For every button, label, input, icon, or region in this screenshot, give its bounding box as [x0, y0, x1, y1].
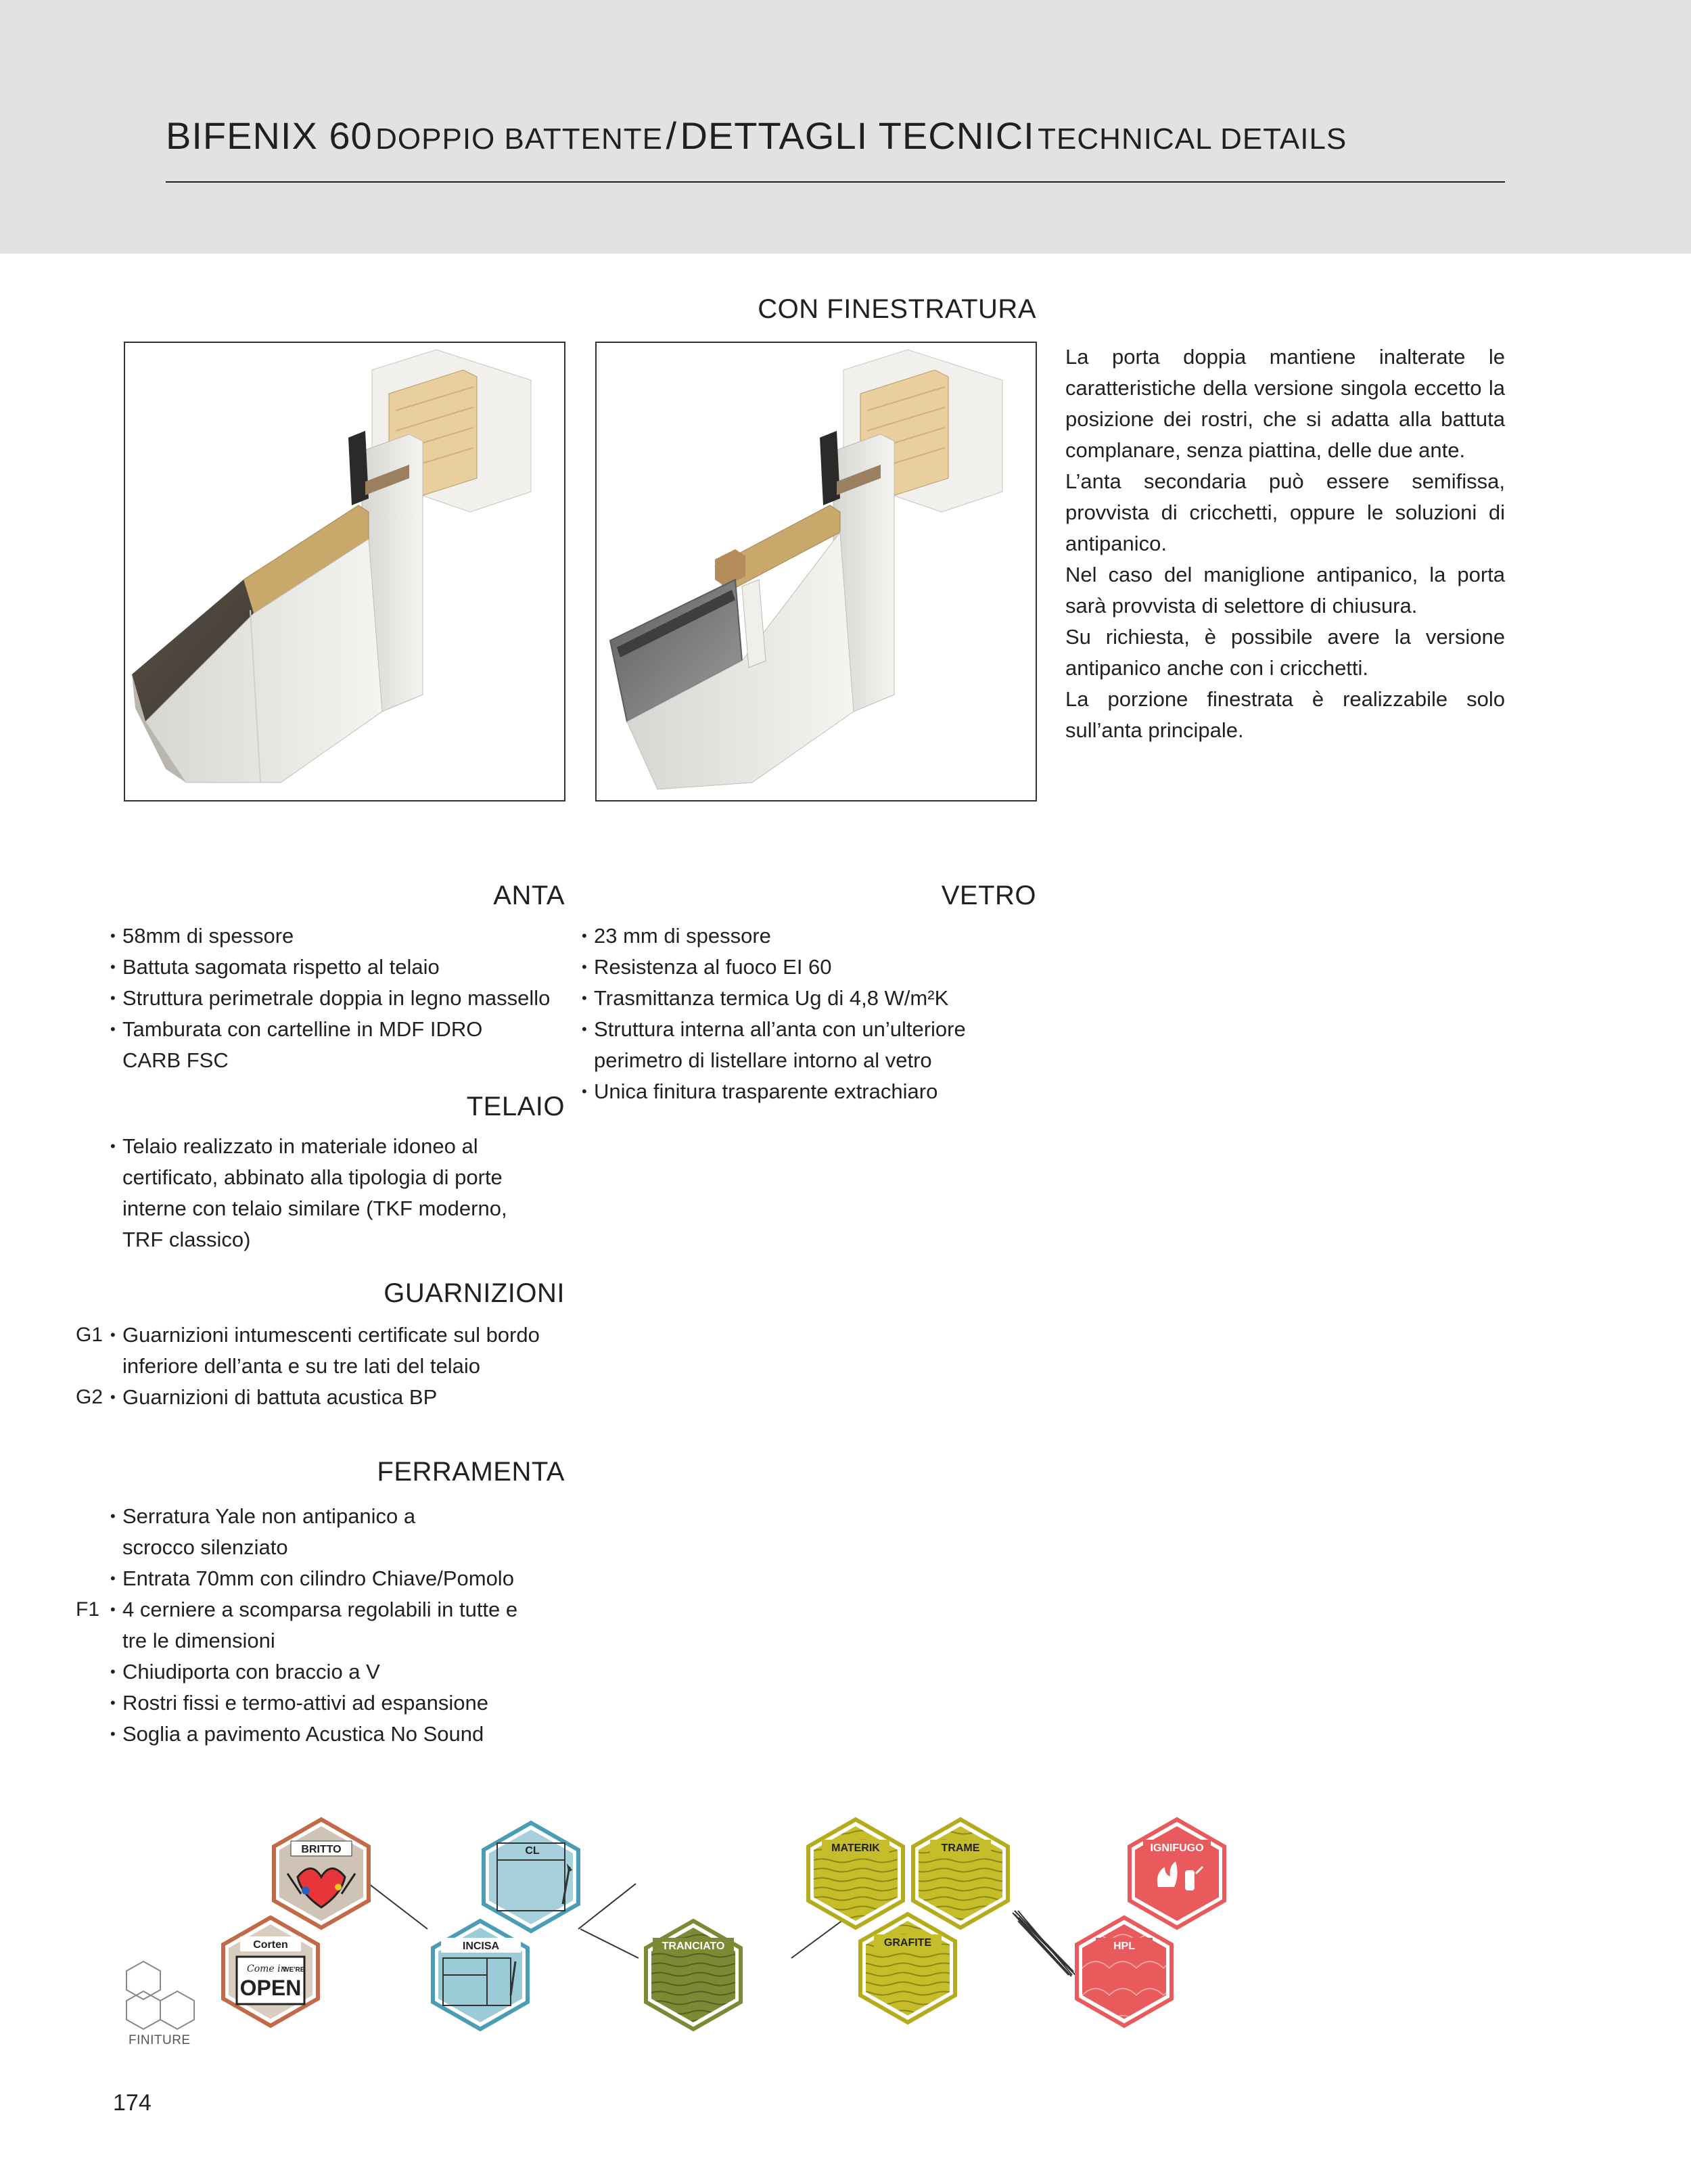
- anta-list: [110, 921, 570, 1076]
- sign-text: WE'RE: [283, 1966, 305, 1974]
- title-separator: /: [666, 114, 678, 157]
- list-item: • Entrata 70mm con cilindro Chiave/Pomolo: [110, 1563, 570, 1594]
- finiture-label: FINITURE: [129, 2033, 191, 2047]
- list-item: • Rostri fissi e termo-attivi ad espansione: [110, 1688, 570, 1719]
- finish-label: TRANCIATO: [662, 1941, 725, 1952]
- finish-label: Corten: [253, 1939, 288, 1951]
- list-item: • Tamburata con cartelline in MDF IDRO CARB FSC: [110, 1014, 522, 1076]
- intro-paragraph: L’anta secondaria può essere semifissa, provvista di cricchetti, oppure le soluzioni di antipanico.: [1065, 469, 1505, 555]
- list-item: • Battuta sagomata rispetto al telaio: [110, 952, 570, 983]
- finish-label: GRAFITE: [883, 1937, 932, 1949]
- intro-heading: CON FINESTRATURA: [758, 294, 1036, 324]
- finish-trame-hex: [913, 1819, 1008, 1928]
- header-rule: [166, 181, 1505, 183]
- ferramenta-heading: FERRAMENTA: [377, 1457, 565, 1487]
- list-item: • 58mm di spessore: [110, 921, 570, 952]
- list-item: • Guarnizioni intumescenti certificate sul bordo inferiore dell’anta e su tre lati del telaio: [110, 1320, 569, 1382]
- finish-label: INCISA: [462, 1941, 500, 1952]
- page-title: [166, 114, 1505, 158]
- intro-paragraph: La porzione finestrata è realizzabile solo sull’anta principale.: [1065, 687, 1505, 742]
- list-item: • Soglia a pavimento Acustica No Sound: [110, 1719, 570, 1750]
- ferramenta-list: [110, 1501, 570, 1750]
- finish-corten-hex: [223, 1918, 318, 2026]
- extinguisher-icon: [1185, 1870, 1195, 1890]
- finish-cl-hex: [484, 1823, 578, 1931]
- intro-paragraph: Nel caso del maniglione antipanico, la porta sarà provvista di selettore di chiusura.: [1065, 563, 1505, 618]
- list-item: • Struttura perimetrale doppia in legno massello: [110, 983, 570, 1014]
- list-item: • Trasmittanza termica Ug di 4,8 W/m²K: [582, 983, 1015, 1014]
- finish-materik-hex: [808, 1819, 903, 1928]
- intro-paragraph: La porta doppia mantiene inalterate le caratteristiche della versione singola eccetto la posizione dei rostri, che si adatta alla battuta complanare, senza piattina, delle due ante.: [1065, 345, 1505, 462]
- list-item: • Guarnizioni di battuta acustica BP: [110, 1382, 570, 1413]
- list-item: • Unica finitura trasparente extrachiaro: [582, 1076, 1015, 1107]
- hexagon-icon: [126, 1961, 194, 2029]
- finish-label: BRITTO: [301, 1844, 342, 1855]
- finish-label: HPL: [1113, 1941, 1135, 1952]
- guarnizioni-heading: GUARNIZIONI: [384, 1278, 565, 1308]
- guarnizioni-list: [110, 1320, 570, 1413]
- finiture-diagram: [0, 1799, 1691, 2070]
- finish-britto-hex: [274, 1819, 369, 1928]
- intro-description: [1065, 342, 1505, 746]
- list-item: • Chiudiporta con braccio a V: [110, 1656, 570, 1688]
- title-section: DETTAGLI TECNICI: [680, 114, 1035, 157]
- finish-label: CL: [525, 1845, 540, 1857]
- code-label: G1: [76, 1324, 103, 1346]
- page-number: 174: [113, 2090, 152, 2116]
- finish-label: IGNIFUGO: [1150, 1842, 1204, 1854]
- list-item: • Serratura Yale non antipanico a scrocco silenziato: [110, 1501, 440, 1563]
- title-model: BIFENIX 60: [166, 114, 373, 157]
- door-section-image-solid: [124, 342, 565, 801]
- door-section-image-glazed: [595, 342, 1037, 801]
- code-label: G2: [76, 1386, 103, 1408]
- vetro-heading: VETRO: [941, 881, 1036, 910]
- list-item: • 4 cerniere a scomparsa regolabili in tutte e tre le dimensioni: [110, 1594, 528, 1656]
- finish-hpl-hex: [1077, 1918, 1172, 2026]
- anta-heading: ANTA: [493, 881, 565, 910]
- finish-incisa-hex: [433, 1921, 528, 2029]
- finish-ignifugo-hex: [1130, 1819, 1224, 1928]
- sign-text: Come in: [247, 1964, 287, 1974]
- list-item: • Telaio realizzato in materiale idoneo al certificato, abbinato alla tipologia di porte interne con telaio similare (TKF moderno, TRF classico): [110, 1131, 516, 1255]
- code-label: F1: [76, 1598, 100, 1621]
- telaio-heading: TELAIO: [466, 1092, 565, 1121]
- title-model-sub: DOPPIO BATTENTE: [375, 122, 664, 156]
- vetro-list: [582, 921, 1015, 1107]
- list-item: • Resistenza al fuoco EI 60: [582, 952, 1015, 983]
- title-section-en: TECHNICAL DETAILS: [1038, 122, 1347, 156]
- list-item: • Struttura interna all’anta con un’ulteriore perimetro di listellare intorno al vetro: [582, 1014, 1013, 1076]
- sign-text: OPEN: [239, 1976, 302, 2000]
- list-item: • 23 mm di spessore: [582, 921, 1015, 952]
- finish-label: TRAME: [941, 1842, 980, 1854]
- telaio-list: [110, 1131, 516, 1255]
- finish-grafite-hex: [860, 1914, 955, 2022]
- intro-paragraph: Su richiesta, è possibile avere la versione antipanico anche con i cricchetti.: [1065, 625, 1505, 680]
- finish-label: MATERIK: [831, 1842, 880, 1854]
- finish-tranciato-hex: [646, 1921, 741, 2029]
